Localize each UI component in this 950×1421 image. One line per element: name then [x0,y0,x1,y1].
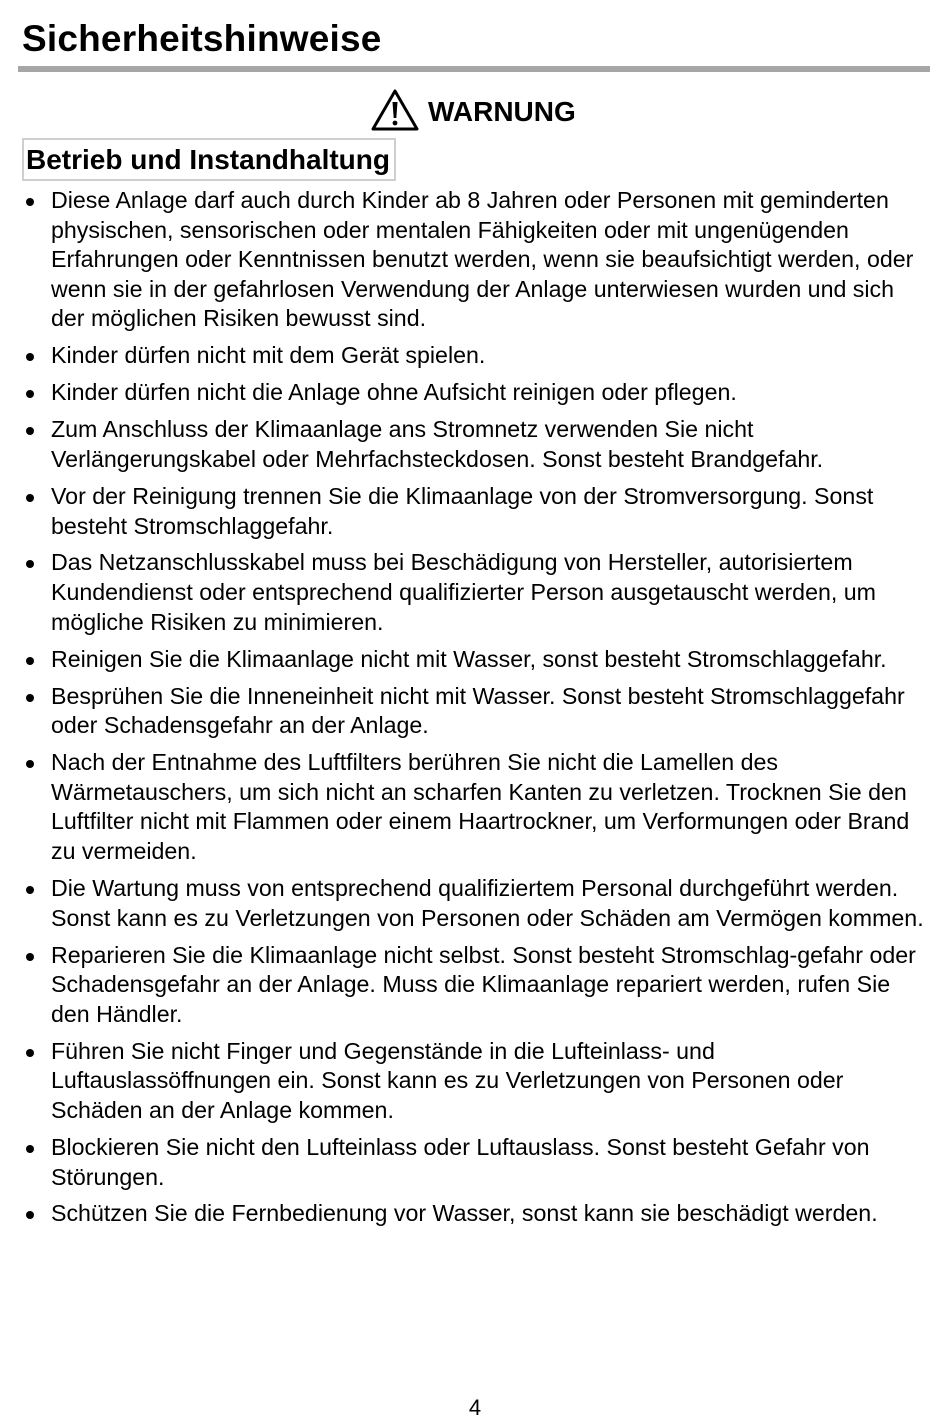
list-item-text: Schützen Sie die Fernbedienung vor Wasser, sonst kann sie beschädigt werden. [51,1200,878,1227]
safety-list [0,186,950,1236]
list-item [0,415,950,474]
bullet-icon [26,886,34,894]
list-item [0,482,950,541]
bullet-icon [26,953,34,961]
bullet-icon [26,760,34,768]
warning-header [370,88,576,132]
title-divider [18,66,930,72]
list-item-text: Führen Sie nicht Finger und Gegenstände in die Lufteinlass- und Luftauslassöffnungen ein. Sonst kann es zu Verletzungen von Personen oder Schäden an der Anlage kommen. [51,1037,844,1123]
bullet-icon [26,657,34,665]
warning-triangle-icon [370,88,420,132]
list-item [0,874,950,933]
bullet-icon [26,1145,34,1153]
list-item-text: Die Wartung muss von entsprechend qualifiziertem Personal durchgeführt werden. Sonst kann es zu Verletzungen von Personen oder Schäden am Vermögen kommen. [51,874,924,931]
bullet-icon [26,353,34,361]
list-item-text: Reparieren Sie die Klimaanlage nicht selbst. Sonst besteht Stromschlag-gefahr oder Schadensgefahr an der Anlage. Muss die Klimaanlage repariert werden, rufen Sie den Händler. [51,941,916,1027]
bullet-icon [26,427,34,435]
bullet-icon [26,560,34,568]
list-item [0,1037,950,1126]
list-item-text: Das Netzanschlusskabel muss bei Beschädigung von Hersteller, autorisiertem Kundendienst oder entsprechend qualifizierter Person ausgetauscht werden, um mögliche Risiken zu minimieren. [51,549,876,635]
list-item [0,186,950,334]
list-item-text: Besprühen Sie die Inneneinheit nicht mit Wasser. Sonst besteht Stromschlaggefahr oder Schadensgefahr an der Anlage. [51,682,905,739]
list-item [0,378,950,408]
list-item-text: Diese Anlage darf auch durch Kinder ab 8 Jahren oder Personen mit geminderten physischen, sensorischen oder mentalen Fähigkeiten oder mit ungenügenden Erfahrungen oder Kenntnissen benutzt werden, wenn sie beaufsichtigt werden, oder wenn sie in der gefahrlosen Verwendung der Anlage unterwiesen wurden und sich der möglichen Risiken bewusst sind. [51,187,914,332]
list-item-text: Kinder dürfen nicht mit dem Gerät spielen. [51,342,486,369]
page-title: Sicherheitshinweise [22,18,382,59]
list-item [0,748,950,866]
list-item-text: Zum Anschluss der Klimaanlage ans Stromnetz verwenden Sie nicht Verlängerungskabel oder Mehrfachsteckdosen. Sonst besteht Brandgefahr. [51,416,824,472]
list-item [0,941,950,1030]
bullet-icon [26,198,34,206]
list-item-text: Nach der Entnahme des Luftfilters berühren Sie nicht die Lamellen des Wärmetauschers, um sich nicht an scharfen Kanten zu verletzen. Trocknen Sie den Luftfilter nicht mit Flammen oder einem Haartrockner, um Verformungen oder Brand zu vermeiden. [51,749,910,864]
bullet-icon [26,694,34,702]
list-item-text: Blockieren Sie nicht den Lufteinlass oder Luftauslass. Sonst besteht Gefahr von Störungen. [51,1133,870,1190]
list-item [0,682,950,741]
list-item [0,548,950,637]
page-number: 4 [468,1395,482,1420]
list-item-text: Reinigen Sie die Klimaanlage nicht mit Wasser, sonst besteht Stromschlaggefahr. [51,645,887,672]
bullet-icon [26,1211,34,1219]
list-item [0,1133,950,1192]
list-item [0,1199,950,1229]
bullet-icon [26,1049,34,1057]
list-item-text: Kinder dürfen nicht die Anlage ohne Aufsicht reinigen oder pflegen. [51,379,737,406]
bullet-icon [26,494,34,502]
list-item [0,645,950,675]
section-heading: Betrieb und Instandhaltung [22,138,396,181]
warning-label: WARNUNG [428,96,576,127]
bullet-icon [26,390,34,398]
list-item-text: Vor der Reinigung trennen Sie die Klimaanlage von der Stromversorgung. Sonst besteht Stromschlaggefahr. [51,482,874,539]
list-item [0,341,950,371]
